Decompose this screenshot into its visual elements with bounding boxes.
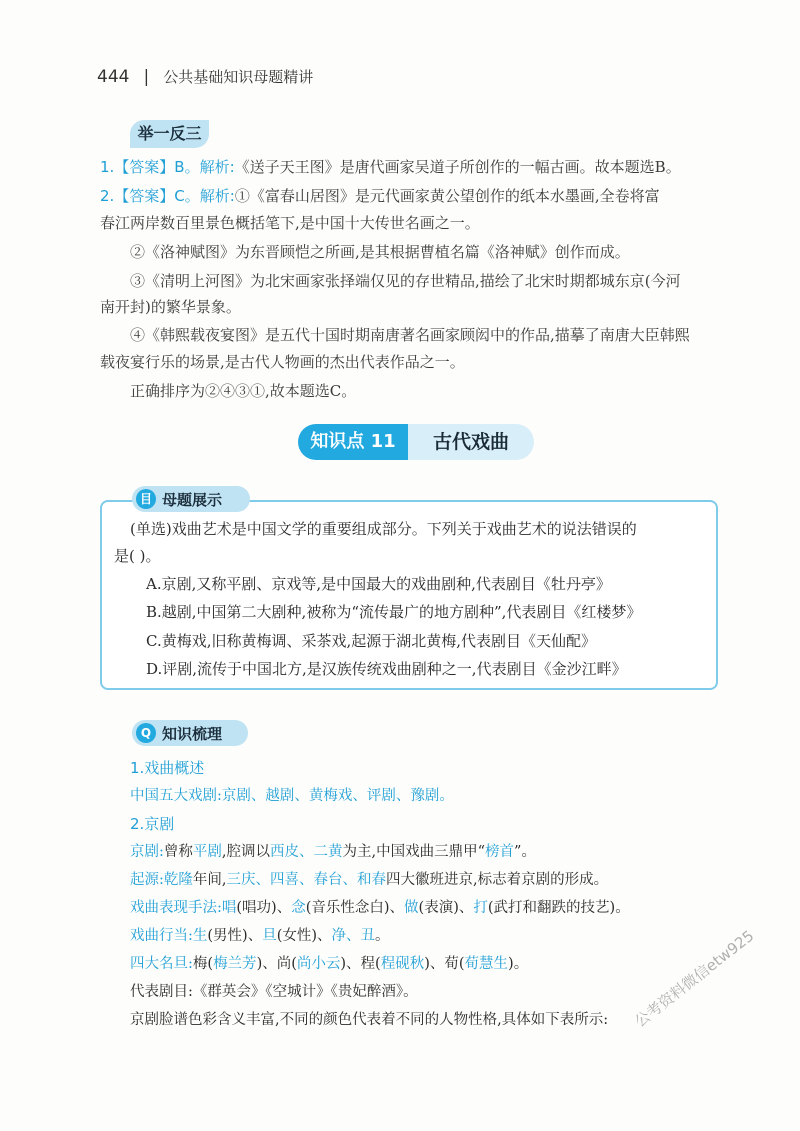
answer-2-p4-l2: 载夜宴行乐的场景,是古代人物画的杰出代表作品之一。 bbox=[100, 353, 465, 371]
page-header bbox=[97, 66, 313, 87]
knowledge-outline-tag-label: 知识梳理 bbox=[162, 724, 223, 743]
page-number: 444 bbox=[97, 66, 130, 87]
option-b: B.越剧,中国第二大剧种,被称为“流传最广的地方剧种”,代表剧目《红楼梦》 bbox=[146, 603, 642, 621]
option-a: A.京剧,又称平剧、京戏等,是中国最大的戏曲剧种,代表剧目《牡丹亭》 bbox=[146, 575, 611, 593]
origin-troupes: 三庆、四喜、春台、和春 bbox=[226, 872, 386, 888]
dan-text-4: )、荀( bbox=[424, 956, 465, 972]
answer-2-text-l1: ①《富春山居图》是元代画家黄公望创作的纸本水墨画,全卷将富 bbox=[234, 187, 660, 205]
knowledge-outline-tag bbox=[132, 720, 248, 746]
dan-text-3: )、程( bbox=[340, 956, 381, 972]
answer-2-p3-l2: 南开封)的繁华景象。 bbox=[100, 298, 241, 316]
answer-2-line-1 bbox=[100, 186, 720, 206]
four-dan-label: 四大名旦: bbox=[130, 956, 193, 972]
watermark: 公考资料微信etw925 bbox=[631, 926, 758, 1031]
question-stem-l1: (单选)戏曲艺术是中国文学的重要组成部分。下列关于戏曲艺术的说法错误的 bbox=[130, 520, 637, 538]
expression-text-4: (武打和翻跌的技艺)。 bbox=[487, 900, 630, 916]
mother-question-tag-label: 母题展示 bbox=[162, 490, 223, 509]
four-dan-line bbox=[130, 954, 528, 974]
role-sheng: 生 bbox=[192, 928, 208, 944]
jingju-text-1: 曾称 bbox=[163, 844, 193, 860]
expression-fight: 打 bbox=[473, 900, 488, 916]
knowledge-point-banner bbox=[298, 424, 534, 460]
origin-text-1: 年间, bbox=[192, 872, 227, 888]
representative-plays: 代表剧目:《群英会》《空城计》《贵妃醉酒》。 bbox=[130, 984, 418, 1000]
expression-text-1: (唱功)、 bbox=[236, 900, 292, 916]
search-icon: Q bbox=[136, 723, 156, 743]
roles-text-2: (女性)、 bbox=[276, 928, 332, 944]
expression-sing: 唱 bbox=[221, 900, 237, 916]
five-operas-line: 中国五大戏剧:京剧、越剧、黄梅戏、评剧、豫剧。 bbox=[130, 788, 454, 804]
dan-cheng: 程砚秋 bbox=[380, 956, 425, 972]
jingju-line bbox=[130, 842, 536, 862]
expression-act: 做 bbox=[404, 900, 419, 916]
answer-2-p4-l1: ④《韩熙载夜宴图》是五代十国时期南唐著名画家顾闳中的作品,描摹了南唐大臣韩熙 bbox=[130, 326, 690, 344]
jingju-text-4: ”。 bbox=[514, 844, 536, 860]
expression-text-2: (音乐性念白)、 bbox=[305, 900, 405, 916]
header-separator: | bbox=[143, 66, 150, 87]
role-dan: 旦 bbox=[262, 928, 277, 944]
answer-2-prefix: 2.【答案】C。解析: bbox=[100, 187, 235, 205]
book-title: 公共基础知识母题精讲 bbox=[163, 68, 314, 86]
answer-1-prefix: 1.【答案】B。解析: bbox=[100, 158, 235, 176]
expression-line bbox=[130, 898, 630, 918]
option-d: D.评剧,流传于中国北方,是汉族传统戏曲剧种之一,代表剧目《金沙江畔》 bbox=[146, 660, 627, 678]
answer-2-p2: ②《洛神赋图》为东晋顾恺之所画,是其根据曹植名篇《洛神赋》创作而成。 bbox=[130, 243, 630, 261]
origin-era: 乾隆 bbox=[163, 872, 193, 888]
roles-line bbox=[130, 926, 390, 946]
answer-2-p3-l1: ③《清明上河图》为北宋画家张择端仅见的存世精品,描绘了北宋时期都城东京(今河 bbox=[130, 272, 681, 290]
jingju-alias: 平剧 bbox=[192, 844, 222, 860]
answer-2-p5: 正确排序为②④③①,故本题选C。 bbox=[130, 382, 357, 400]
jingju-label: 京剧: bbox=[130, 844, 164, 860]
roles-label: 戏曲行当: bbox=[130, 928, 193, 944]
option-c: C.黄梅戏,旧称黄梅调、采茶戏,起源于湖北黄梅,代表剧目《天仙配》 bbox=[146, 632, 597, 650]
jingju-top: 榜首 bbox=[485, 844, 515, 860]
expression-label: 戏曲表现手法: bbox=[130, 900, 222, 916]
heading-jingju: 2.京剧 bbox=[130, 815, 175, 833]
roles-text-1: (男性)、 bbox=[207, 928, 263, 944]
dan-text-2: )、尚( bbox=[256, 956, 297, 972]
knowledge-point-label: 知识点 11 bbox=[298, 424, 408, 460]
expression-recite: 念 bbox=[291, 900, 306, 916]
origin-text-2: 四大徽班进京,标志着京剧的形成。 bbox=[386, 872, 609, 888]
dan-text-1: 梅( bbox=[192, 956, 214, 972]
answer-1 bbox=[100, 157, 720, 177]
question-stem-l2: 是( )。 bbox=[114, 547, 161, 565]
section-tag-jyfs: 举一反三 bbox=[130, 120, 209, 148]
dan-xun: 荀慧生 bbox=[464, 956, 509, 972]
roles-text-3: 。 bbox=[375, 928, 390, 944]
mask-colors-intro: 京剧脸谱色彩含义丰富,不同的颜色代表着不同的人物性格,具体如下表所示: bbox=[130, 1012, 609, 1028]
origin-label: 起源: bbox=[130, 872, 164, 888]
dan-text-5: )。 bbox=[508, 956, 529, 972]
mother-question-tag bbox=[132, 486, 250, 512]
heading-overview: 1.戏曲概述 bbox=[130, 759, 205, 777]
expression-text-3: (表演)、 bbox=[418, 900, 474, 916]
knowledge-point-title: 古代戏曲 bbox=[408, 424, 534, 460]
document-icon: 目 bbox=[136, 489, 156, 509]
origin-line bbox=[130, 870, 608, 890]
dan-shang: 尚小云 bbox=[296, 956, 341, 972]
jingju-tunes: 西皮、二黄 bbox=[270, 844, 343, 860]
jingju-text-2: ,腔调以 bbox=[221, 844, 270, 860]
jingju-text-3: 为主,中国戏曲三鼎甲“ bbox=[342, 844, 486, 860]
answer-2-line-2: 春江两岸数百里景色概括笔下,是中国十大传世名画之一。 bbox=[100, 214, 480, 232]
role-jing-chou: 净、丑 bbox=[331, 928, 376, 944]
dan-mei: 梅兰芳 bbox=[213, 956, 257, 972]
answer-1-text: 《送子天王图》是唐代画家吴道子所创作的一幅古画。故本题选B。 bbox=[234, 158, 681, 176]
